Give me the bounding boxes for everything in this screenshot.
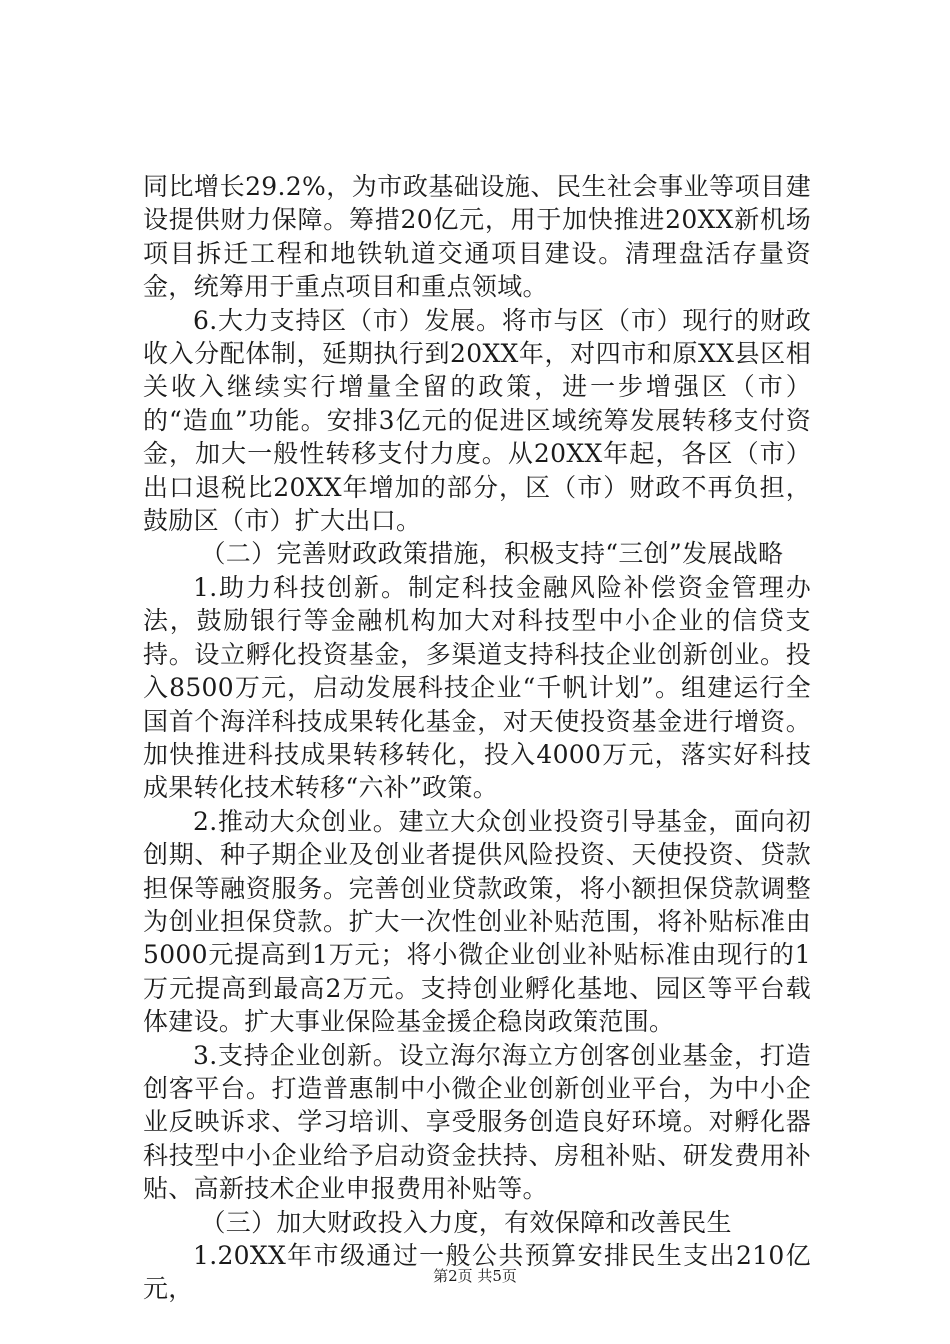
paragraph-enterprise-innovation: 3.支持企业创新。设立海尔海立方创客创业基金，打造创客平台。打造普惠制中小微企业创新创业平台，为中小企业反映诉求、学习培训、享受服务创造良好环境。对孵化器科技型中小企业给予启动资金扶持、房租补贴、研发费用补贴、高新技术企业申报费用补贴等。 [143,1040,811,1204]
paragraph-tech-innovation: 1.助力科技创新。制定科技金融风险补偿资金管理办法，鼓励银行等金融机构加大对科技型中小企业的信贷支持。设立孵化投资基金，多渠道支持科技企业创新创业。投入8500万元，启动发展科技企业“千帆计划”。组建运行全国首个海洋科技成果转化基金，对天使投资基金进行增资。加快推进科技成果转移转化，投入4000万元，落实好科技成果转化技术转移“六补”政策。 [143,572,811,803]
paragraph-district-support: 6.大力支持区（市）发展。将市与区（市）现行的财政收入分配体制，延期执行到20XX年，对四市和原XX县区相关收入继续实行增量全留的政策，进一步增强区（市）的“造血”功能。安排3亿元的促进区域统筹发展转移支付资金，加大一般性转移支付力度。从20XX年起，各区（市）出口退税比20XX年增加的部分，区（市）财政不再负担，鼓励区（市）扩大出口。 [143,305,811,536]
section-heading-two: （二）完善财政政策措施，积极支持“三创”发展战略 [200,539,784,569]
paragraph-continuation: 同比增长29.2%，为市政基础设施、民生社会事业等项目建设提供财力保障。筹措20亿元，用于加快推进20XX新机场项目拆迁工程和地铁轨道交通项目建设。清理盘活存量资金，统筹用于重点项目和重点领域。 [143,172,811,302]
section-heading-three: （三）加大财政投入力度，有效保障和改善民生 [200,1207,732,1237]
document-body [143,170,811,1306]
paragraph-livelihood-spending: 1.20XX年市级通过一般公共预算安排民生支出210亿元， [143,1241,811,1304]
paragraph-mass-entrepreneurship: 2.推动大众创业。建立大众创业投资引导基金，面向初创期、种子期企业及创业者提供风险投资、天使投资、贷款担保等融资服务。完善创业贷款政策，将小额担保贷款调整为创业担保贷款。扩大一次性创业补贴范围，将补贴标准由5000元提高到1万元；将小微企业创业补贴标准由现行的1万元提高到最高2万元。支持创业孵化基地、园区等平台载体建设。扩大事业保险基金援企稳岗政策范围。 [143,806,811,1037]
page-footer: 第2页 共5页 [433,1267,517,1285]
